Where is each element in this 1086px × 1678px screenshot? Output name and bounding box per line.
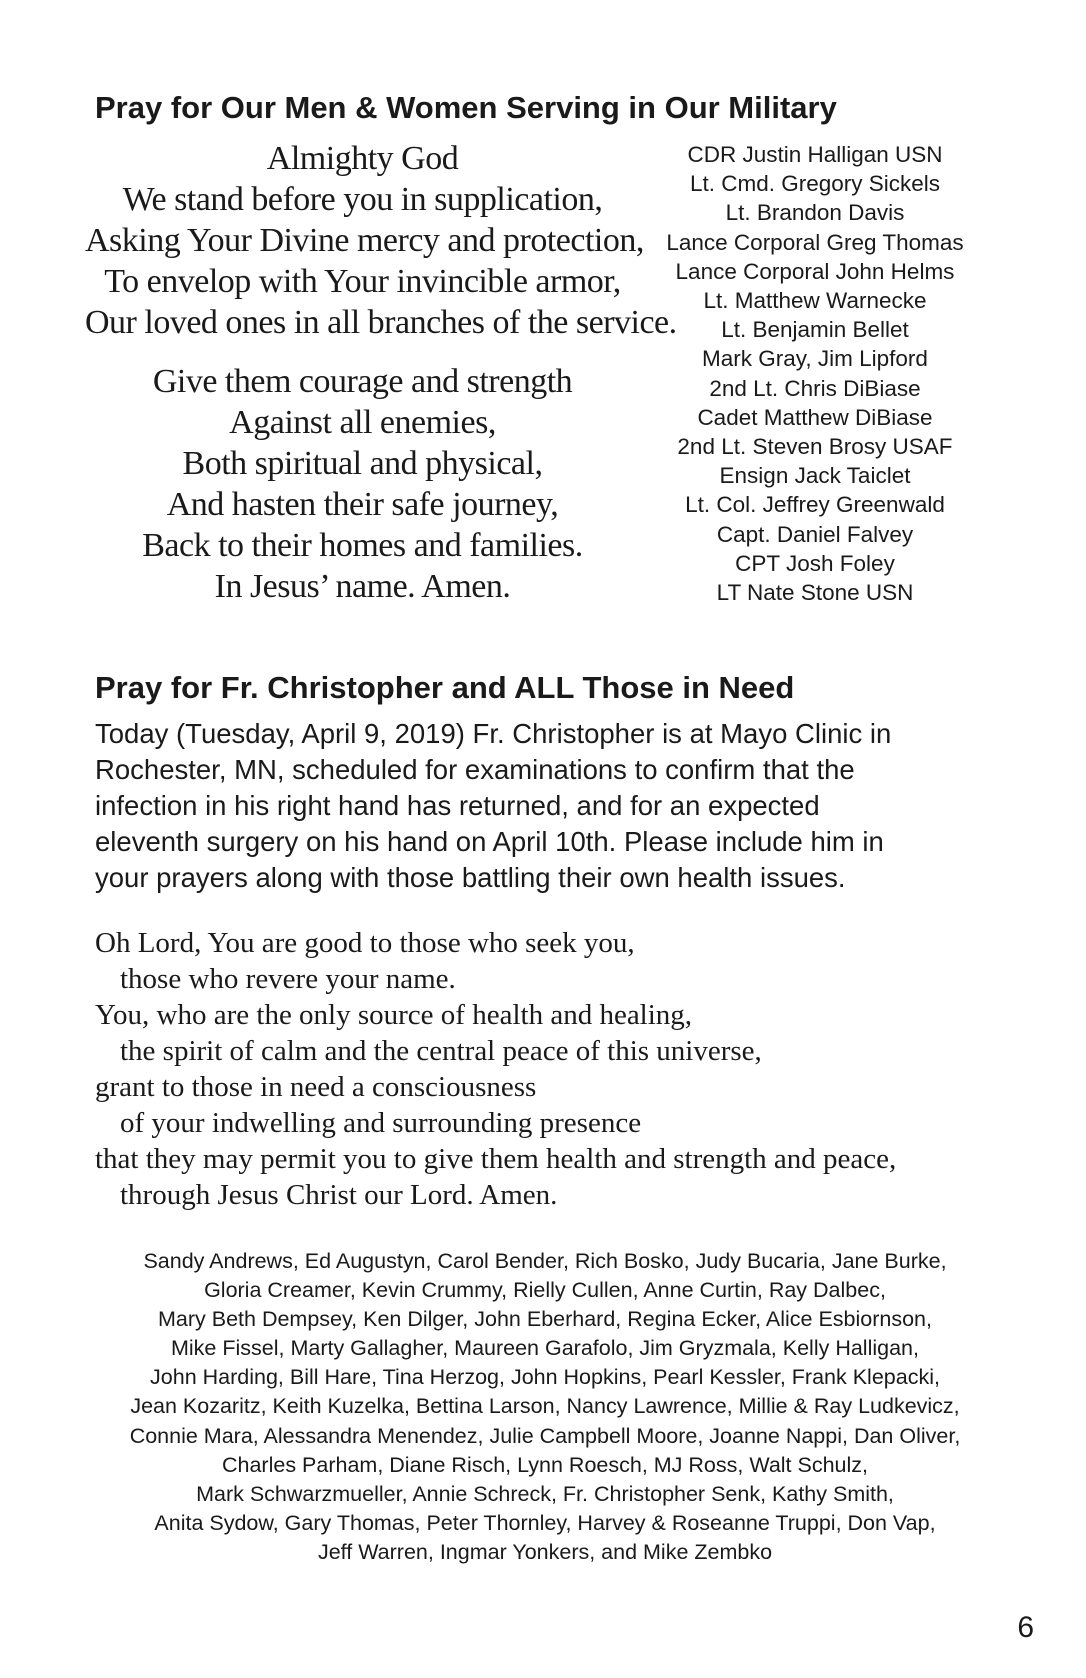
prayer-line: Against all enemies, bbox=[229, 404, 496, 441]
names-line: Anita Sydow, Gary Thomas, Peter Thornley, Harvey & Roseanne Truppi, Don Vap, bbox=[154, 1510, 936, 1535]
military-prayer-stanza-2 bbox=[85, 361, 640, 607]
prayer-line: grant to those in need a consciousness bbox=[95, 1071, 537, 1103]
military-name: 2nd Lt. Steven Brosy USAF bbox=[677, 434, 953, 460]
military-prayer-stanza-1 bbox=[85, 138, 677, 343]
names-line: Mary Beth Dempsey, Ken Dilger, John Eberhard, Regina Ecker, Alice Esbiornson, bbox=[158, 1307, 932, 1332]
page-number: 6 bbox=[1017, 1611, 1034, 1644]
names-line: Jeff Warren, Ingmar Yonkers, and Mike Zembko bbox=[317, 1539, 773, 1564]
prayer-line: Back to their homes and families. bbox=[142, 527, 583, 564]
military-name: LT Nate Stone USN bbox=[716, 580, 914, 606]
paragraph-line: Rochester, MN, scheduled for examinations to confirm that the bbox=[95, 754, 855, 785]
military-name: 2nd Lt. Chris DiBiase bbox=[709, 375, 921, 401]
paragraph-line: infection in his right hand has returned, and for an expected bbox=[95, 790, 820, 821]
military-name: Mark Gray, Jim Lipford bbox=[702, 346, 928, 372]
names-line: Gloria Creamer, Kevin Crummy, Rielly Cullen, Anne Curtin, Ray Dalbec, bbox=[204, 1278, 886, 1303]
military-name: Lance Corporal Greg Thomas bbox=[666, 229, 964, 255]
prayer-line: through Jesus Christ our Lord. Amen. bbox=[120, 1179, 558, 1211]
military-name: Ensign Jack Taiclet bbox=[719, 463, 911, 489]
prayer-line: the spirit of calm and the central peace of this universe, bbox=[120, 1035, 762, 1067]
prayer-line: And hasten their safe journey, bbox=[166, 486, 559, 523]
need-paragraph bbox=[95, 716, 995, 896]
paragraph-line: Today (Tuesday, April 9, 2019) Fr. Christopher is at Mayo Clinic in bbox=[95, 718, 892, 749]
prayer-line: Oh Lord, You are good to those who seek you, bbox=[95, 927, 635, 959]
names-line: Mike Fissel, Marty Gallagher, Maureen Garafolo, Jim Gryzmala, Kelly Halligan, bbox=[171, 1336, 919, 1361]
prayer-line: that they may permit you to give them health and strength and peace, bbox=[95, 1143, 897, 1175]
paragraph-line: your prayers along with those battling their own health issues. bbox=[95, 862, 846, 893]
military-name: Lt. Col. Jeffrey Greenwald bbox=[685, 492, 945, 518]
military-name: Lt. Benjamin Bellet bbox=[721, 317, 909, 343]
military-name: Lt. Cmd. Gregory Sickels bbox=[689, 171, 941, 197]
military-names-list bbox=[650, 140, 980, 607]
military-name: Lt. Matthew Warnecke bbox=[703, 288, 927, 314]
prayer-line: We stand before you in supplication, bbox=[122, 181, 603, 218]
military-name: Lt. Brandon Davis bbox=[725, 200, 905, 226]
military-name: CDR Justin Halligan USN bbox=[687, 142, 943, 167]
military-name: Capt. Daniel Falvey bbox=[716, 521, 914, 547]
paragraph-line: eleventh surgery on his hand on April 10th. Please include him in bbox=[95, 826, 884, 857]
military-prayer bbox=[85, 138, 677, 607]
prayer-line: Almighty God bbox=[266, 140, 459, 177]
prayer-line: In Jesus’ name. Amen. bbox=[214, 568, 511, 605]
prayer-line: You, who are the only source of health and healing, bbox=[95, 999, 693, 1031]
military-name: Cadet Matthew DiBiase bbox=[697, 404, 933, 430]
names-line: Jean Kozaritz, Keith Kuzelka, Bettina Larson, Nancy Lawrence, Millie & Ray Ludkevicz, bbox=[130, 1394, 960, 1419]
prayer-line: Give them courage and strength bbox=[152, 363, 573, 400]
prayer-line: Asking Your Divine mercy and protection, bbox=[85, 222, 644, 259]
prayer-line: those who revere your name. bbox=[120, 963, 456, 995]
military-name: CPT Josh Foley bbox=[735, 550, 895, 576]
those-in-need-names bbox=[85, 1247, 1005, 1567]
names-line: Charles Parham, Diane Risch, Lynn Roesch, MJ Ross, Walt Schulz, bbox=[221, 1452, 869, 1477]
names-line: John Harding, Bill Hare, Tina Herzog, John Hopkins, Pearl Kessler, Frank Klepacki, bbox=[150, 1365, 940, 1390]
prayer-line: of your indwelling and surrounding presence bbox=[120, 1107, 642, 1139]
names-line: Sandy Andrews, Ed Augustyn, Carol Bender, Rich Bosko, Judy Bucaria, Jane Burke, bbox=[143, 1249, 947, 1273]
need-heading: Pray for Fr. Christopher and ALL Those in Need bbox=[95, 670, 795, 705]
military-heading: Pray for Our Men & Women Serving in Our Military bbox=[95, 90, 837, 125]
prayer-line: Both spiritual and physical, bbox=[182, 445, 543, 482]
prayer-line: To envelop with Your invincible armor, bbox=[104, 263, 621, 300]
names-line: Mark Schwarzmueller, Annie Schreck, Fr. Christopher Senk, Kathy Smith, bbox=[196, 1481, 894, 1506]
names-line: Connie Mara, Alessandra Menendez, Julie Campbell Moore, Joanne Nappi, Dan Oliver, bbox=[129, 1423, 961, 1448]
healing-prayer bbox=[95, 925, 1015, 1213]
military-name: Lance Corporal John Helms bbox=[675, 258, 955, 284]
prayer-line: Our loved ones in all branches of the service. bbox=[85, 304, 677, 341]
